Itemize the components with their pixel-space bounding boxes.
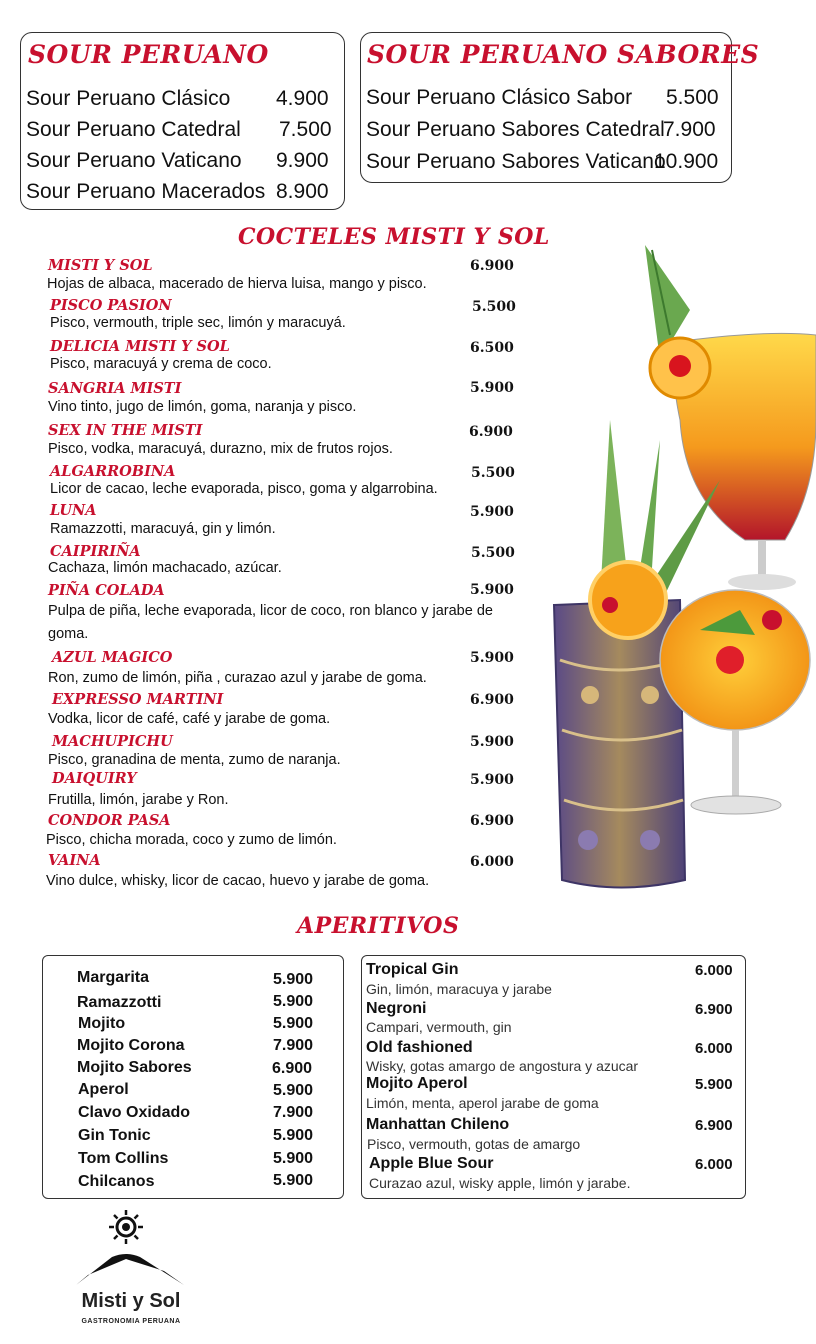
- menu-item: [26, 118, 336, 142]
- aperitivo-desc: Wisky, gotas amargo de angostura y azucar: [366, 1058, 639, 1074]
- item-name: Sour Peruano Sabores Vaticano: [366, 150, 666, 173]
- item-price: 5.500: [666, 86, 719, 109]
- cocktail-desc: Pisco, vermouth, triple sec, limón y maracuyá.: [50, 315, 346, 331]
- aperitivo-desc: Curazao azul, wisky apple, limón y jarabe.: [369, 1175, 631, 1191]
- cocktail-price: 6.900: [469, 424, 513, 440]
- item-price: 7.900: [663, 118, 716, 141]
- aperitivo-name: Gin Tonic: [78, 1127, 151, 1144]
- cocktail-name: SANGRIA MISTI: [48, 380, 182, 397]
- cocktail-price: 5.900: [470, 650, 514, 666]
- aperitivo-name: Mojito Aperol: [366, 1075, 468, 1092]
- aperitivo-name: Tropical Gin: [366, 961, 459, 978]
- item-name: Sour Peruano Catedral: [26, 118, 241, 141]
- cocktail-name: DELICIA MISTI Y SOL: [50, 338, 230, 355]
- menu-item: [366, 150, 726, 174]
- item-price: 9.900: [276, 149, 329, 172]
- cocktail-desc: Vino tinto, jugo de limón, goma, naranja y pisco.: [48, 399, 357, 415]
- brand-tagline: GASTRONOMIA PERUANA: [81, 1318, 181, 1325]
- aperitivo-price: 6.900: [695, 1001, 733, 1018]
- item-price: 8.900: [276, 180, 329, 203]
- menu-item: [26, 149, 336, 173]
- cocktail-name: MACHUPICHU: [52, 733, 173, 750]
- aperitivo-price: 6.900: [272, 1060, 313, 1077]
- aperitivo-name: Old fashioned: [366, 1039, 473, 1056]
- cocktail-desc: Hojas de albaca, macerado de hierva luisa, mango y pisco.: [47, 276, 427, 292]
- cocktail-desc: Pisco, chicha morada, coco y zumo de limón.: [46, 832, 337, 848]
- cocktail-price: 6.500: [470, 340, 514, 356]
- aperitivo-price: 5.900: [273, 1172, 314, 1189]
- sour-sabores-title: SOUR PERUANO SABORES: [367, 40, 760, 69]
- cocktail-name: DAIQUIRY: [52, 770, 137, 787]
- aperitivo-price: 5.900: [273, 1082, 314, 1099]
- menu-item: [366, 86, 726, 110]
- cocktail-desc: Cachaza, limón machacado, azúcar.: [48, 560, 282, 576]
- cocktail-price: 5.500: [471, 465, 515, 481]
- cocktail-desc: Ramazzotti, maracuyá, gin y limón.: [50, 521, 276, 537]
- cocktail-price: 5.500: [471, 545, 515, 561]
- item-name: Sour Peruano Clásico Sabor: [366, 86, 633, 109]
- cocktail-price: 5.900: [470, 380, 514, 396]
- cocktail-name: EXPRESSO MARTINI: [52, 691, 224, 708]
- cocktail-desc: Pisco, granadina de menta, zumo de naranja.: [48, 752, 341, 768]
- brand-name: Misti y Sol: [81, 1290, 181, 1312]
- cocktail-price: 5.900: [470, 582, 514, 598]
- item-name: Sour Peruano Vaticano: [26, 149, 242, 172]
- menu-item: [26, 180, 336, 204]
- cocktail-name: SEX IN THE MISTI: [48, 422, 203, 439]
- cocktail-price: 6.900: [470, 258, 514, 274]
- cocktail-name: ALGARROBINA: [50, 463, 176, 480]
- cocktail-name: PIÑA COLADA: [48, 582, 165, 599]
- cocktail-desc: Vino dulce, whisky, licor de cacao, huevo y jarabe de goma.: [46, 873, 430, 889]
- aperitivo-name: Manhattan Chileno: [366, 1116, 510, 1133]
- aperitivo-name: Chilcanos: [78, 1173, 155, 1190]
- aperitivo-desc: Gin, limón, maracuya y jarabe: [366, 981, 552, 997]
- aperitivo-price: 5.900: [695, 1076, 733, 1093]
- cocktail-price: 6.900: [470, 692, 514, 708]
- item-name: Sour Peruano Macerados: [26, 180, 266, 203]
- sour-peruano-title: SOUR PERUANO: [28, 40, 269, 69]
- cocktail-price: 5.900: [470, 504, 514, 520]
- cocktail-price: 6.900: [470, 813, 514, 829]
- aperitivo-desc: Pisco, vermouth, gotas de amargo: [367, 1136, 581, 1152]
- aperitivo-name: Tom Collins: [78, 1150, 169, 1167]
- aperitivo-price: 5.900: [273, 993, 314, 1010]
- item-price: 4.900: [276, 87, 329, 110]
- cocteles-title: COCTELES MISTI Y SOL: [238, 224, 550, 250]
- cocktails-photo: [540, 240, 816, 900]
- cocktail-price: 5.900: [470, 734, 514, 750]
- aperitivos-title: APERITIVOS: [297, 913, 460, 939]
- cocktail-name: CAIPIRIÑA: [50, 543, 141, 560]
- cocktail-price: 6.000: [470, 854, 514, 870]
- menu-item: [366, 118, 726, 142]
- item-price: 10.900: [654, 150, 719, 173]
- cocktail-name: PISCO PASION: [50, 297, 172, 314]
- cocktail-desc: Frutilla, limón, jarabe y Ron.: [48, 792, 229, 808]
- aperitivo-price: 5.900: [273, 1127, 314, 1144]
- cocktail-name: CONDOR PASA: [48, 812, 171, 829]
- cocktail-desc: Pisco, vodka, maracuyá, durazno, mix de frutos rojos.: [48, 441, 393, 457]
- aperitivo-name: Mojito Sabores: [77, 1059, 192, 1076]
- aperitivo-name: Negroni: [366, 1000, 427, 1017]
- cocktail-desc: Pulpa de piña, leche evaporada, licor de coco, ron blanco y jarabe de goma.: [48, 603, 493, 642]
- cocktail-desc: Licor de cacao, leche evaporada, pisco, goma y algarrobina.: [50, 481, 438, 497]
- cocktail-price: 5.900: [470, 772, 514, 788]
- item-price: 7.500: [279, 118, 332, 141]
- aperitivo-name: Margarita: [77, 969, 150, 986]
- aperitivo-name: Clavo Oxidado: [78, 1104, 191, 1121]
- item-name: Sour Peruano Clásico: [26, 87, 231, 110]
- cocktail-desc: Pisco, maracuyá y crema de coco.: [50, 356, 272, 372]
- cocktail-name: AZUL MAGICO: [52, 649, 173, 666]
- menu-item: [26, 87, 336, 111]
- aperitivo-name: Mojito Corona: [77, 1037, 185, 1054]
- aperitivo-price: 5.900: [273, 1015, 314, 1032]
- aperitivo-price: 6.000: [695, 962, 733, 979]
- sun-volcano-logo: [64, 1205, 199, 1335]
- aperitivo-price: 7.900: [273, 1104, 314, 1121]
- aperitivo-price: 6.000: [695, 1156, 733, 1173]
- aperitivo-price: 6.000: [695, 1040, 733, 1057]
- aperitivo-name: Ramazzotti: [77, 994, 162, 1011]
- cocktail-name: LUNA: [50, 502, 97, 519]
- aperitivo-price: 5.900: [273, 971, 314, 988]
- aperitivo-name: Aperol: [78, 1081, 129, 1098]
- cocktail-desc: Ron, zumo de limón, piña , curazao azul y jarabe de goma.: [48, 670, 427, 686]
- cocktail-desc: Vodka, licor de café, café y jarabe de goma.: [48, 711, 331, 727]
- aperitivo-price: 7.900: [273, 1037, 314, 1054]
- aperitivo-name: Apple Blue Sour: [369, 1155, 494, 1172]
- cocktail-name: MISTI Y SOL: [48, 257, 153, 274]
- aperitivo-name: Mojito: [78, 1015, 126, 1032]
- aperitivo-desc: Campari, vermouth, gin: [366, 1019, 512, 1035]
- item-name: Sour Peruano Sabores Catedral: [366, 118, 665, 141]
- aperitivo-desc: Limón, menta, aperol jarabe de goma: [366, 1095, 599, 1111]
- aperitivo-price: 5.900: [273, 1150, 314, 1167]
- cocktail-price: 5.500: [472, 299, 516, 315]
- aperitivo-price: 6.900: [695, 1117, 733, 1134]
- cocktail-name: VAINA: [48, 852, 101, 869]
